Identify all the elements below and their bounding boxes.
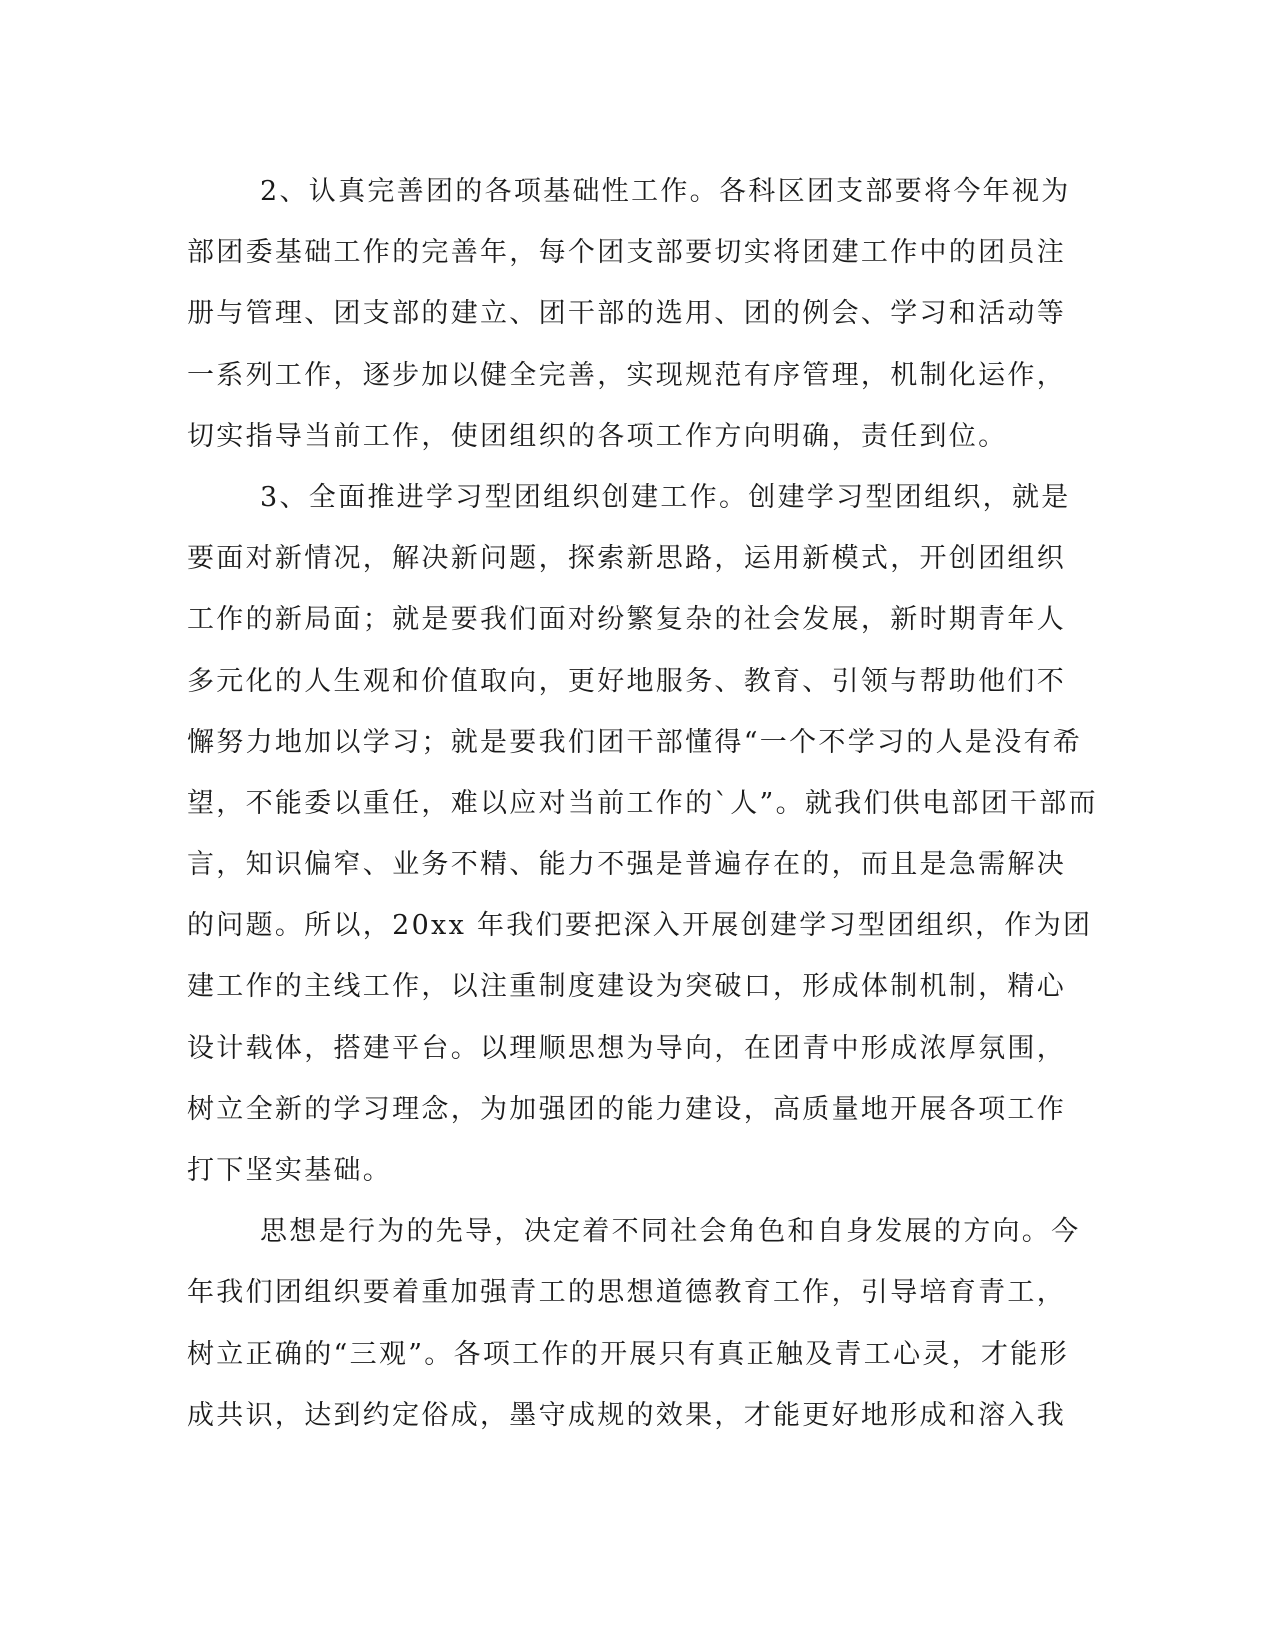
paragraph-line: 多元化的人生观和价值取向，更好地服务、教育、引领与帮助他们不 xyxy=(187,665,1066,697)
paragraph-line: 切实指导当前工作，使团组织的各项工作方向明确，责任到位。 xyxy=(187,420,1008,452)
document-body xyxy=(187,161,1098,1446)
paragraph-line: 思想是行为的先导，决定着不同社会角色和自身发展的方向。今 xyxy=(260,1216,1081,1248)
paragraph-line: 的问题。所以，20xx 年我们要把深入开展创建学习型团组织，作为团 xyxy=(187,910,1093,942)
paragraph-line: 建工作的主线工作，以注重制度建设为突破口，形成体制机制，精心 xyxy=(187,971,1066,1003)
paragraph-line: 望，不能委以重任，难以应对当前工作的`人”。就我们供电部团干部而 xyxy=(187,787,1098,819)
paragraph-line: 懈努力地加以学习；就是要我们团干部懂得“一个不学习的人是没有希 xyxy=(187,726,1083,758)
paragraph-line: 年我们团组织要着重加强青工的思想道德教育工作，引导培育青工， xyxy=(187,1277,1066,1309)
paragraph-line: 树立全新的学习理念，为加强团的能力建设，高质量地开展各项工作 xyxy=(187,1093,1066,1125)
paragraph-line: 册与管理、团支部的建立、团干部的选用、团的例会、学习和活动等 xyxy=(187,298,1066,330)
paragraph-line: 工作的新局面；就是要我们面对纷繁复杂的社会发展，新时期青年人 xyxy=(187,604,1066,636)
paragraph-line: 部团委基础工作的完善年，每个团支部要切实将团建工作中的团员注 xyxy=(187,237,1066,269)
paragraph-line: 成共识，达到约定俗成，墨守成规的效果，才能更好地形成和溶入我 xyxy=(187,1399,1066,1431)
paragraph-line: 树立正确的“三观”。各项工作的开展只有真正触及青工心灵，才能形 xyxy=(187,1338,1069,1370)
paragraph-line: 设计载体，搭建平台。以理顺思想为导向，在团青中形成浓厚氛围， xyxy=(187,1032,1066,1064)
paragraph-line: 一系列工作，逐步加以健全完善，实现规范有序管理，机制化运作， xyxy=(187,359,1066,391)
paragraph-line: 言，知识偏窄、业务不精、能力不强是普遍存在的，而且是急需解决 xyxy=(187,849,1066,881)
paragraph-line: 要面对新情况，解决新问题，探索新思路，运用新模式，开创团组织 xyxy=(187,543,1066,575)
paragraph-line: 2、认真完善团的各项基础性工作。各科区团支部要将今年视为 xyxy=(260,176,1071,207)
paragraph-line: 打下坚实基础。 xyxy=(187,1155,393,1186)
paragraph-line: 3、全面推进学习型团组织创建工作。创建学习型团组织，就是 xyxy=(260,481,1071,513)
